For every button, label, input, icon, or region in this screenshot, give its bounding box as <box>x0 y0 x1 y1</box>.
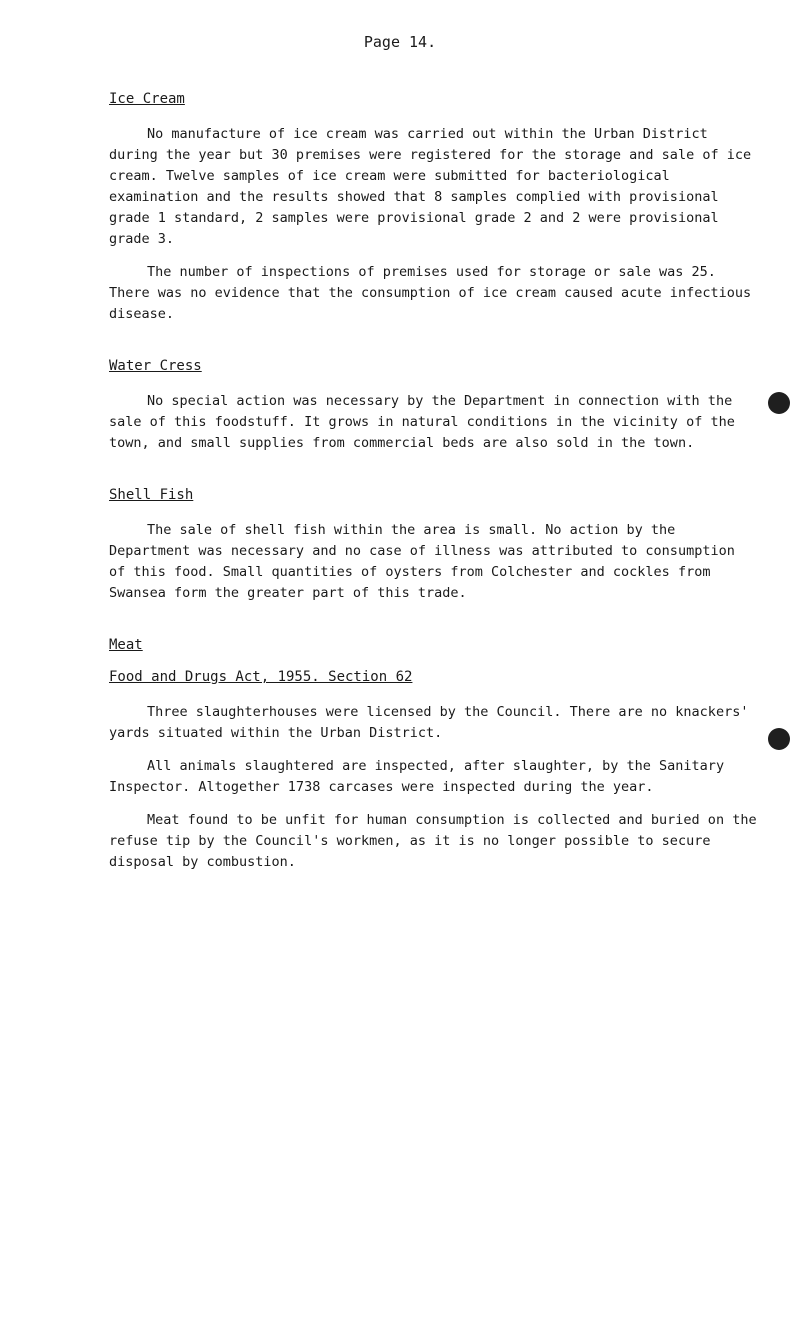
heading-meat: Meat <box>109 637 143 653</box>
section-ice-cream <box>109 88 759 325</box>
heading-shell-fish: Shell Fish <box>109 487 194 503</box>
meat-paragraph-3: Meat found to be unfit for human consumption is collected and buried on the refuse tip by the Council's workmen, as it is no longer possible to secure disposal by combustion. <box>109 812 757 870</box>
shell-fish-paragraph-1: The sale of shell fish within the area is small. No action by the Department was necessary and no case of illness was attributed to consumption of this food. Small quantities of oysters from Colchester and cockles from Swansea form the greater part of this trade. <box>109 522 735 601</box>
document-body <box>109 88 759 873</box>
section-shell-fish <box>109 484 759 604</box>
punch-hole-upper <box>768 392 790 414</box>
ice-cream-paragraph-1: No manufacture of ice cream was carried out within the Urban District during the year but 30 premises were registered for the storage and sale of ice cream. Twelve samples of ice cream were submitted for bacteriological examination and the results showed that 8 samples complied with provisional grade 1 standard, 2 samples were provisional grade 2 and 2 were provisional grade 3. <box>109 126 752 247</box>
ice-cream-paragraph-2: The number of inspections of premises used for storage or sale was 25. There was no evidence that the consumption of ice cream caused acute infectious disease. <box>109 264 752 322</box>
punch-hole-lower <box>768 728 790 750</box>
page-number: Page 14. <box>363 33 437 51</box>
section-water-cress <box>109 355 759 454</box>
heading-water-cress: Water Cress <box>109 358 202 374</box>
heading-ice-cream: Ice Cream <box>109 91 185 107</box>
water-cress-paragraph-1: No special action was necessary by the Department in connection with the sale of this foodstuff. It grows in natural conditions in the vicinity of the town, and small supplies from commercial beds are also sold in the town. <box>109 393 735 451</box>
meat-paragraph-1: Three slaughterhouses were licensed by the Council. There are no knackers' yards situated within the Urban District. <box>109 704 749 741</box>
subheading-food-and-drugs-act: Food and Drugs Act, 1955. Section 62 <box>109 669 413 685</box>
section-meat <box>109 634 759 873</box>
meat-paragraph-2: All animals slaughtered are inspected, after slaughter, by the Sanitary Inspector. Altogether 1738 carcases were inspected during the year. <box>109 758 725 795</box>
